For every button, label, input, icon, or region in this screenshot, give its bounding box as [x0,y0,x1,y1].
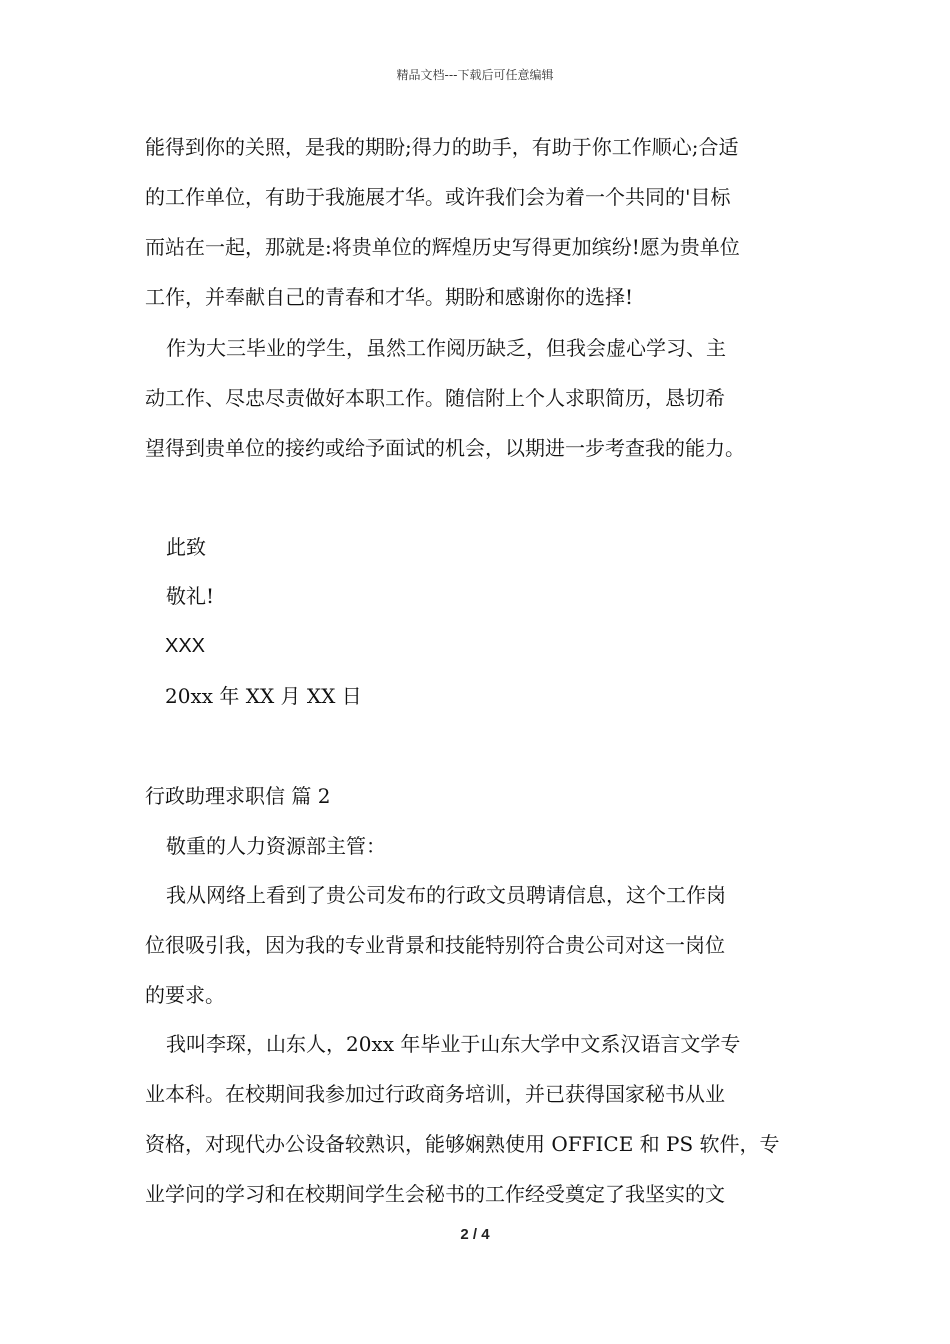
body-line: 位很吸引我，因为我的专业背景和技能特别符合贵公司对这一岗位 [145,933,725,957]
body-line: 资格，对现代办公设备较熟识，能够娴熟使用 OFFICE 和 PS 软件，专 [145,1132,780,1156]
greeting: 敬重的人力资源部主管： [166,834,386,858]
closing-salutation: 此致 [166,535,206,559]
body-line: 而站在一起，那就是:将贵单位的辉煌历史写得更加缤纷!愿为贵单位 [145,235,740,259]
body-line: 的要求。 [145,983,225,1007]
body-line: 业学问的学习和在校期间学生会秘书的工作经受奠定了我坚实的文 [145,1182,725,1206]
body-line: 我从网络上看到了贵公司发布的行政文员聘请信息，这个工作岗 [166,883,726,907]
body-line: 的工作单位，有助于我施展才华。或许我们会为着一个共同的'目标 [145,185,731,209]
body-line: 能得到你的关照，是我的期盼;得力的助手，有助于你工作顺心;合适 [145,135,739,159]
closing-date: 20xx 年 XX 月 XX 日 [165,684,362,708]
closing-regards: 敬礼! [166,584,215,608]
body-line: 作为大三毕业的学生，虽然工作阅历缺乏，但我会虚心学习、主 [166,336,726,360]
body-line: 我叫李琛，山东人，20xx 年毕业于山东大学中文系汉语言文学专 [166,1032,741,1056]
closing-name: XXX [165,635,206,657]
page-number: 2 / 4 [460,1226,490,1243]
body-line: 望得到贵单位的接约或给予面试的机会，以期进一步考查我的能力。 [145,436,745,460]
body-line: 业本科。在校期间我参加过行政商务培训，并已获得国家秘书从业 [145,1082,725,1106]
body-line: 动工作、尽忠尽责做好本职工作。随信附上个人求职简历，恳切希 [145,386,725,410]
section-title: 行政助理求职信 篇 2 [145,784,331,808]
header-note: 精品文档---下载后可任意编辑 [396,68,554,82]
body-line: 工作，并奉献自己的青春和才华。期盼和感谢你的选择! [145,285,634,309]
